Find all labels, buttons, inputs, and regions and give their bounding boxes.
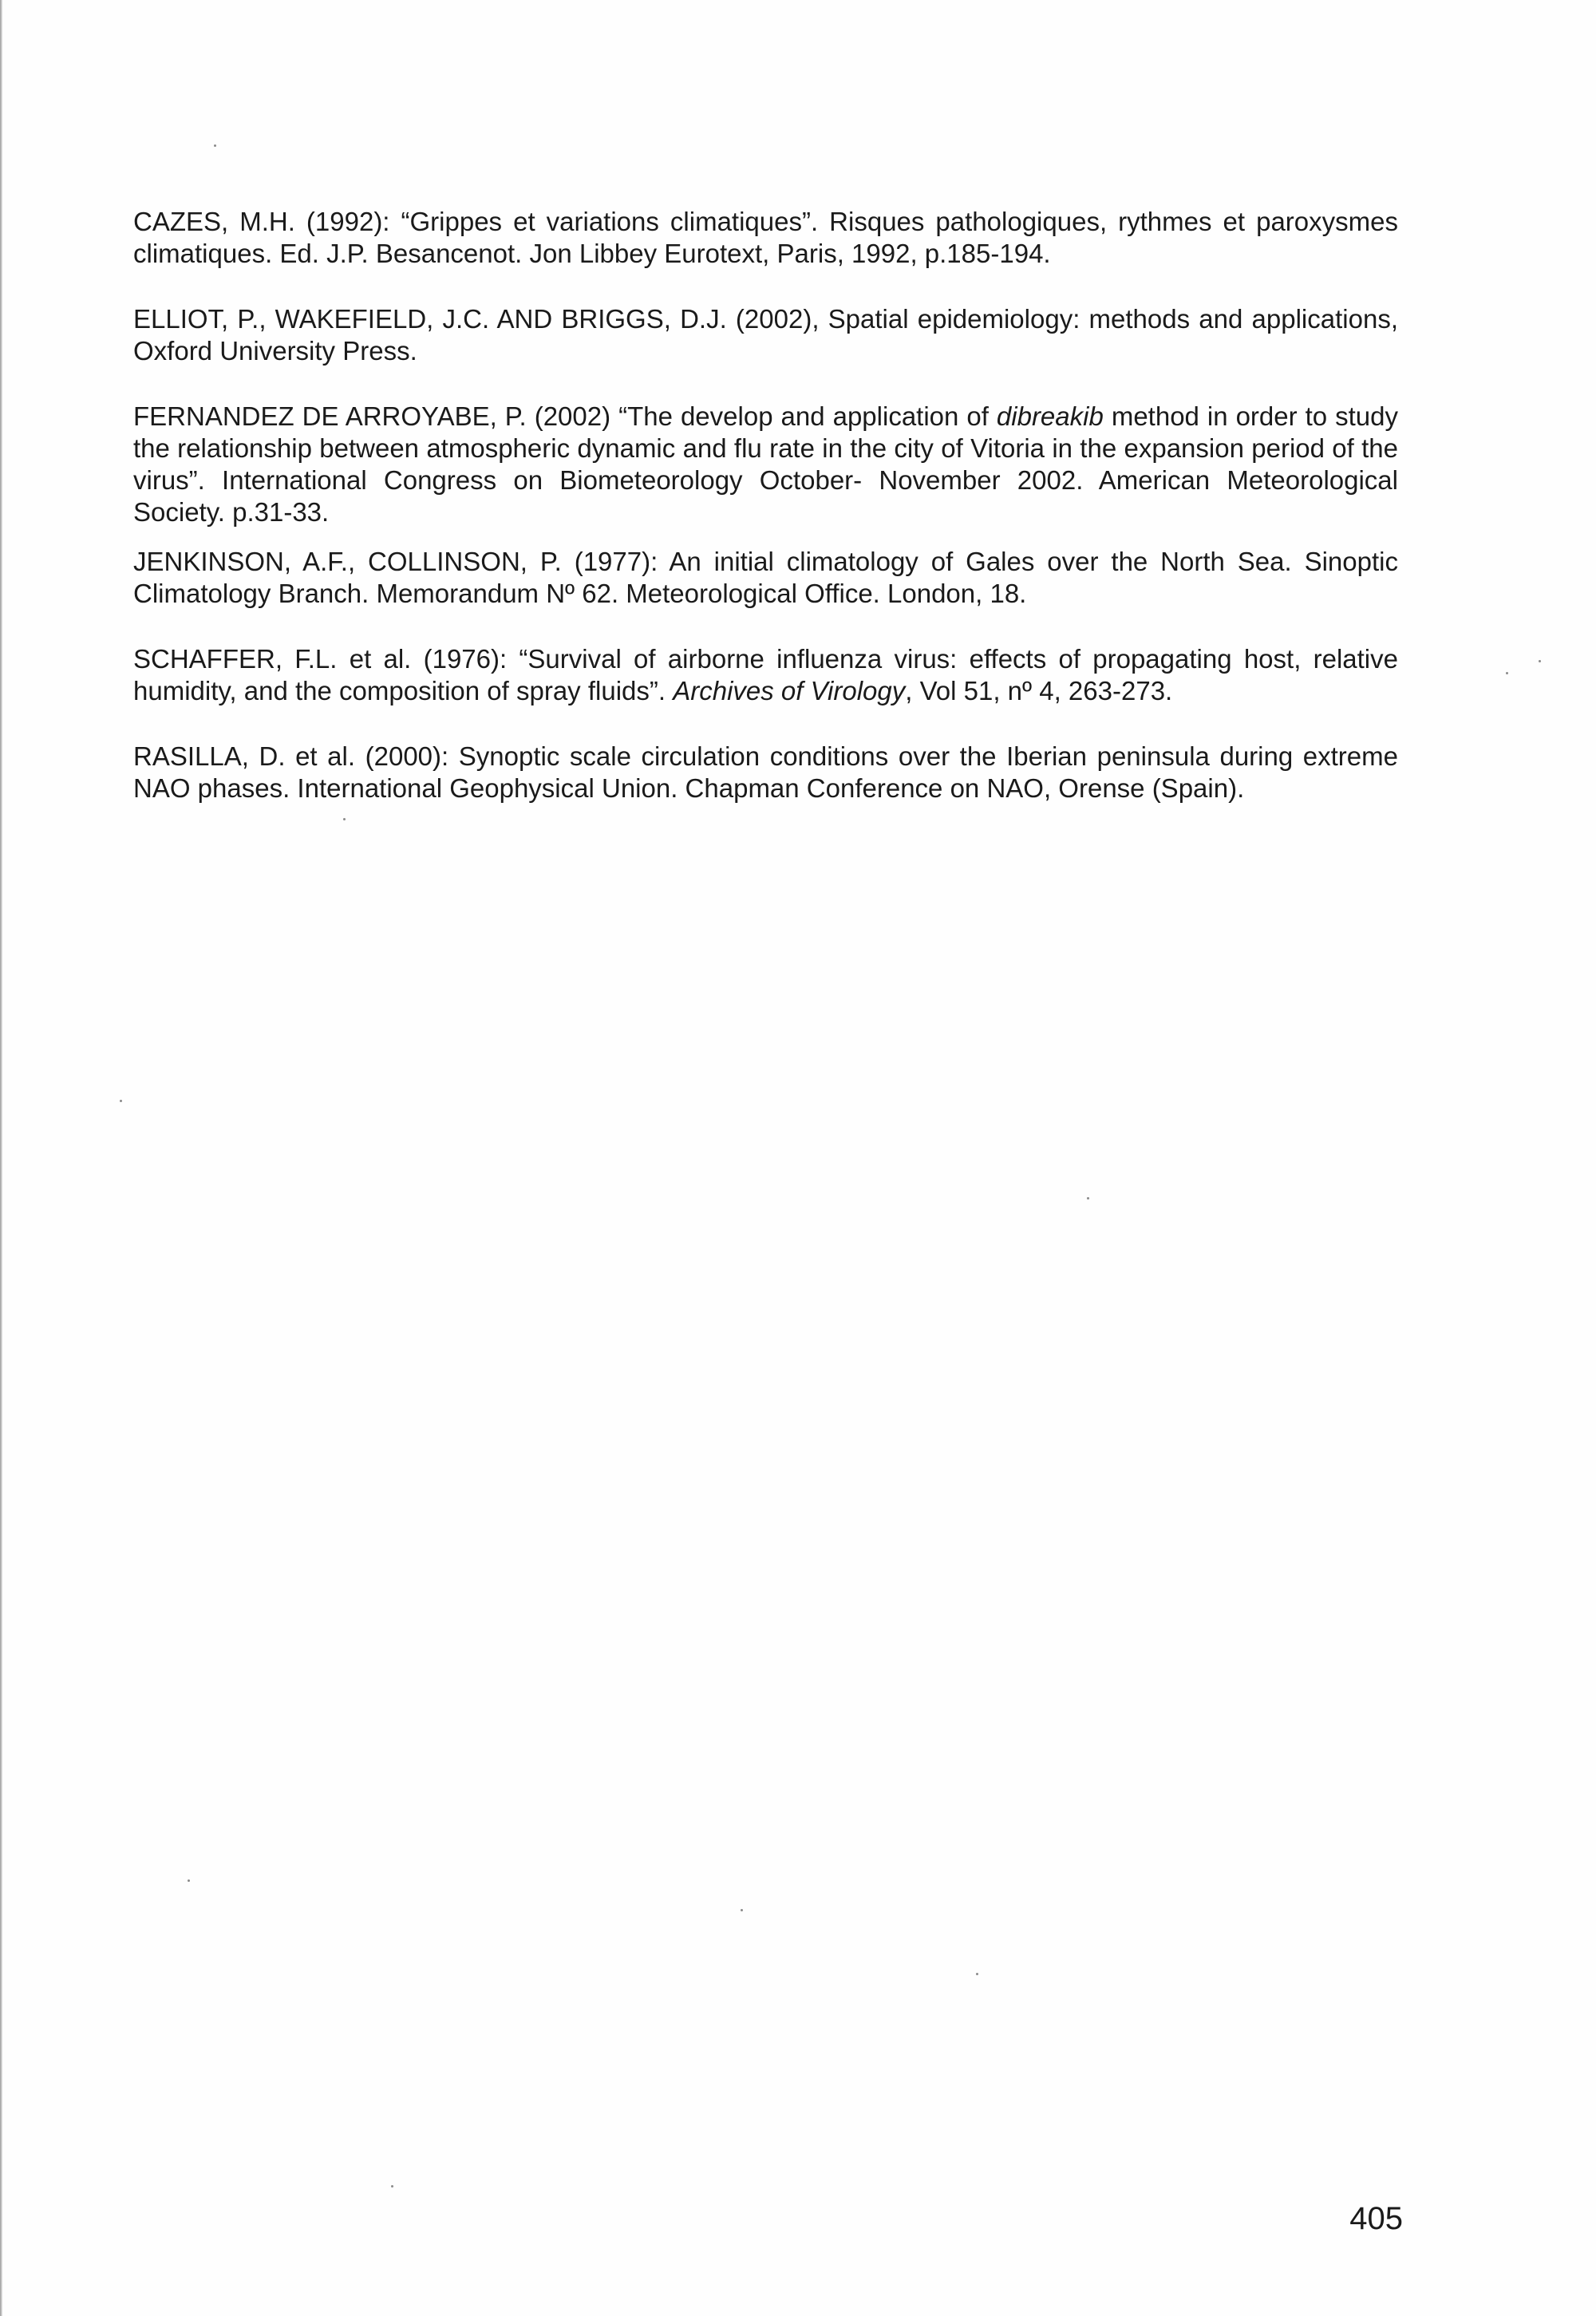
scan-speck: [1087, 1197, 1089, 1199]
scan-speck: [741, 1909, 743, 1911]
reference-entry-fernandez: [133, 401, 1398, 528]
reference-list: [133, 206, 1398, 804]
reference-text: ELLIOT, P., WAKEFIELD, J.C. AND BRIGGS, D.J. (2002), Spatial epidemiology: methods and applications, Oxford University Press.: [133, 304, 1398, 366]
reference-text: CAZES, M.H. (1992): “Grippes et variations climatiques”. Risques pathologiques, rythmes et paroxysmes climatiques. Ed. J.P. Besancenot. Jon Libbey Eurotext, Paris, 1992, p.185-194.: [133, 207, 1398, 268]
reference-entry-jenkinson: [133, 546, 1398, 610]
reference-entry-schaffer: [133, 643, 1398, 707]
reference-text: JENKINSON, A.F., COLLINSON, P. (1977): An initial climatology of Gales over the North Sea. Sinoptic Climatology Branch. Memorandum Nº 62. Meteorological Office. London, 18.: [133, 547, 1398, 608]
reference-entry-elliot: [133, 303, 1398, 367]
page-number: 405: [1349, 2201, 1403, 2236]
reference-entry-cazes: [133, 206, 1398, 270]
reference-text-after: method in order to study the relationship between atmospheric dynamic and flu rate in the city of Vitoria in the expansion period of the virus”. International Congress on Biometeorology October- November 2002. American Meteorological Society. p.31-33.: [133, 401, 1398, 527]
scan-speck: [976, 1973, 978, 1975]
scan-speck: [391, 2185, 393, 2188]
reference-text-after: , Vol 51, nº 4, 263-273.: [905, 676, 1173, 705]
scan-speck: [1506, 672, 1508, 674]
scan-speck: [214, 144, 216, 147]
reference-text: FERNANDEZ DE ARROYABE, P. (2002) “The develop and application of: [133, 401, 997, 431]
reference-italic: Archives of Virology: [673, 676, 906, 705]
scan-speck: [343, 818, 346, 820]
scan-speck: [1539, 660, 1541, 662]
reference-italic: dibreakib: [996, 401, 1104, 431]
reference-text: SCHAFFER, F.L. et al. (1976): “Survival of airborne influenza virus: effects of propagating host, relative humidity, and the composition of spray fluids”.: [133, 644, 1398, 705]
scan-speck: [188, 1879, 190, 1882]
scan-edge: [0, 0, 2, 2316]
reference-entry-rasilla: [133, 741, 1398, 804]
scan-speck: [120, 1100, 122, 1102]
reference-text: RASILLA, D. et al. (2000): Synoptic scale circulation conditions over the Iberian peninsula during extreme NAO phases. International Geophysical Union. Chapman Conference on NAO, Orense (Spain).: [133, 741, 1398, 803]
